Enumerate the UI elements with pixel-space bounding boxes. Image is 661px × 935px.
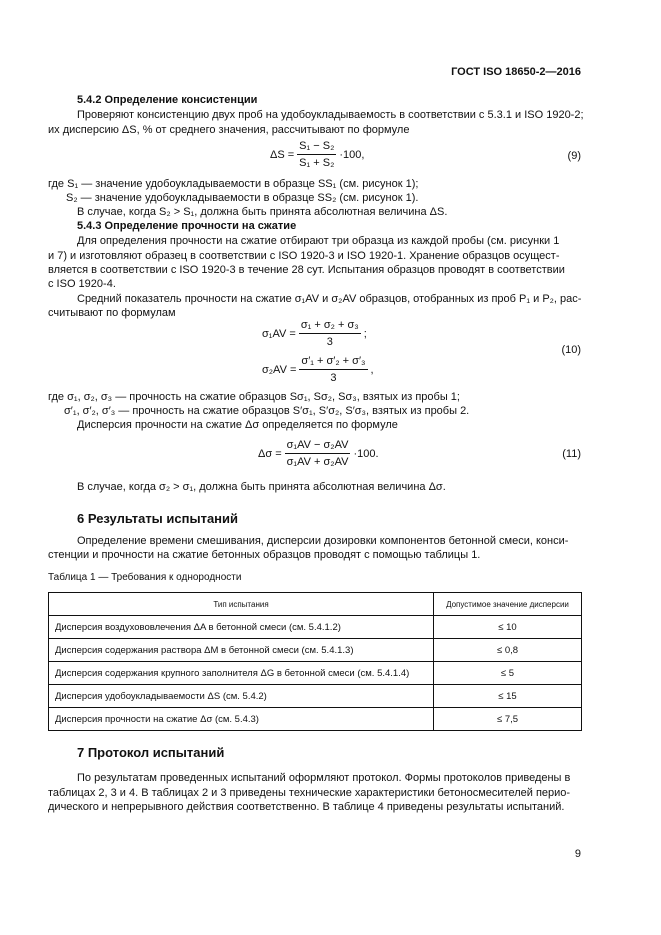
formula-denominator: 3 <box>326 336 333 348</box>
paragraph-line: с ISO 1920-4. <box>48 278 116 290</box>
formula-10a <box>262 318 367 349</box>
table-cell: Дисперсия удобоукладываемости ΔS (см. 5.4.2) <box>49 685 434 708</box>
table-row <box>49 662 582 685</box>
paragraph-line: дического и непрерывного действия соответственно. В таблице 4 приведены результаты испытаний. <box>48 801 565 813</box>
formula-number: (9) <box>567 150 581 162</box>
formula-lhs: σ₁AV = <box>262 327 296 340</box>
formula-lhs: σ₂AV = <box>262 363 297 376</box>
formula-denominator: σ₁AV + σ₂AV <box>286 456 349 468</box>
table-cell: Дисперсия содержания раствора ΔM в бетонной смеси (см. 5.4.1.3) <box>49 639 434 662</box>
formula-numerator: σ₁ + σ₂ + σ₃ <box>299 318 361 334</box>
table-row <box>49 685 582 708</box>
table-header-cell: Допустимое значение дисперсии <box>434 593 582 616</box>
paragraph-line: Для определения прочности на сжатие отбирают три образца из каждой пробы (см. рисунки 1 <box>77 235 560 247</box>
table-row <box>49 616 582 639</box>
paragraph-line: Проверяют консистенцию двух проб на удобоукладываемость в соответствии с 5.3.1 и ISO 1920-2; <box>77 109 584 121</box>
table-cell: Дисперсия содержания крупного заполнителя ΔG в бетонной смеси (см. 5.4.1.4) <box>49 662 434 685</box>
paragraph-line: их дисперсию ΔS, % от среднего значения, рассчитывают по формуле <box>48 124 410 136</box>
table-caption: Таблица 1 — Требования к однородности <box>48 572 242 583</box>
formula-number: (10) <box>561 344 581 356</box>
formula-tail: ·100, <box>339 148 365 161</box>
formula-tail: ; <box>363 327 367 340</box>
where-line: где S₁ — значение удобоукладываемости в образце SS₁ (см. рисунок 1); <box>48 178 419 190</box>
formula-10b <box>262 354 374 385</box>
table-cell: ≤ 7,5 <box>434 708 582 731</box>
table-row <box>49 708 582 731</box>
table-cell: ≤ 10 <box>434 616 582 639</box>
section-5-4-3-title: 5.4.3 Определение прочности на сжатие <box>77 220 297 232</box>
formula-11 <box>258 438 379 469</box>
formula-9 <box>270 139 364 170</box>
paragraph-line: таблицах 2, 3 и 4. В таблицах 2 и 3 приведены технические характеристики бетоносмесителей перио- <box>48 787 571 799</box>
table-header-cell: Тип испытания <box>49 593 434 616</box>
formula-numerator: σ₁AV − σ₂AV <box>285 438 351 454</box>
formula-denominator: S₁ + S₂ <box>299 157 335 169</box>
formula-numerator: S₁ − S₂ <box>297 139 336 155</box>
page-number: 9 <box>574 848 581 860</box>
paragraph-line: и 7) и изготовляют образец в соответствии с ISO 1920-3 и ISO 1920-1. Хранение образцов осущест- <box>48 250 560 262</box>
formula-numerator: σ′₁ + σ′₂ + σ′₃ <box>299 354 367 370</box>
table-cell: ≤ 5 <box>434 662 582 685</box>
formula-tail: ·100. <box>353 447 379 460</box>
formula-tail: , <box>370 363 374 376</box>
table-cell: ≤ 15 <box>434 685 582 708</box>
table-row <box>49 639 582 662</box>
where-line: S₂ — значение удобоукладываемости в образце SS₂ (см. рисунок 1). <box>66 192 419 204</box>
formula-fraction <box>297 139 336 170</box>
paragraph-line: По результатам проведенных испытаний оформляют протокол. Формы протоколов приведены в <box>77 772 571 784</box>
table-cell: Дисперсия воздухововлечения ΔA в бетонной смеси (см. 5.4.1.2) <box>49 616 434 639</box>
note-line: В случае, когда S₂ > S₁, должна быть принята абсолютная величина ΔS. <box>77 206 448 218</box>
paragraph-line: Средний показатель прочности на сжатие σ₁AV и σ₂AV образцов, отобранных из проб P₁ и P₂, рас- <box>77 293 582 305</box>
note-line: В случае, когда σ₂ > σ₁, должна быть принята абсолютная величина Δσ. <box>77 481 446 493</box>
section-6-title: 6 Результаты испытаний <box>77 511 239 526</box>
paragraph-line: Определение времени смешивания, дисперсии дозировки компонентов бетонной смеси, конси- <box>77 535 569 547</box>
table-header-row <box>49 593 582 616</box>
formula-denominator: 3 <box>330 372 337 384</box>
uniformity-table <box>48 592 582 731</box>
table-cell: Дисперсия прочности на сжатие Δσ (см. 5.4.3) <box>49 708 434 731</box>
formula-fraction <box>285 438 351 469</box>
formula-fraction <box>299 354 367 385</box>
paragraph-line: Дисперсия прочности на сжатие Δσ определяется по формуле <box>77 419 398 431</box>
paragraph-line: считывают по формулам <box>48 307 176 319</box>
formula-lhs: Δσ = <box>258 447 282 460</box>
where-line: σ′₁, σ′₂, σ′₃ — прочность на сжатие образцов S′σ₁, S′σ₂, S′σ₃, взятых из пробы 2. <box>64 405 470 417</box>
document-header: ГОСТ ISO 18650-2—2016 <box>451 66 581 78</box>
formula-fraction <box>299 318 361 349</box>
section-5-4-2-title: 5.4.2 Определение консистенции <box>77 94 258 106</box>
paragraph-line: стенции и прочности на сжатие бетонных образцов проводят с помощью таблицы 1. <box>48 549 481 561</box>
formula-number: (11) <box>562 448 581 460</box>
formula-lhs: ΔS = <box>270 148 295 161</box>
table-cell: ≤ 0,8 <box>434 639 582 662</box>
section-7-title: 7 Протокол испытаний <box>77 745 225 760</box>
where-line: где σ₁, σ₂, σ₃ — прочность на сжатие образцов Sσ₁, Sσ₂, Sσ₃, взятых из пробы 1; <box>48 391 460 403</box>
paragraph-line: вляется в соответствии с ISO 1920-3 в течение 28 сут. Испытания образцов проводят в соответствии <box>48 264 565 276</box>
